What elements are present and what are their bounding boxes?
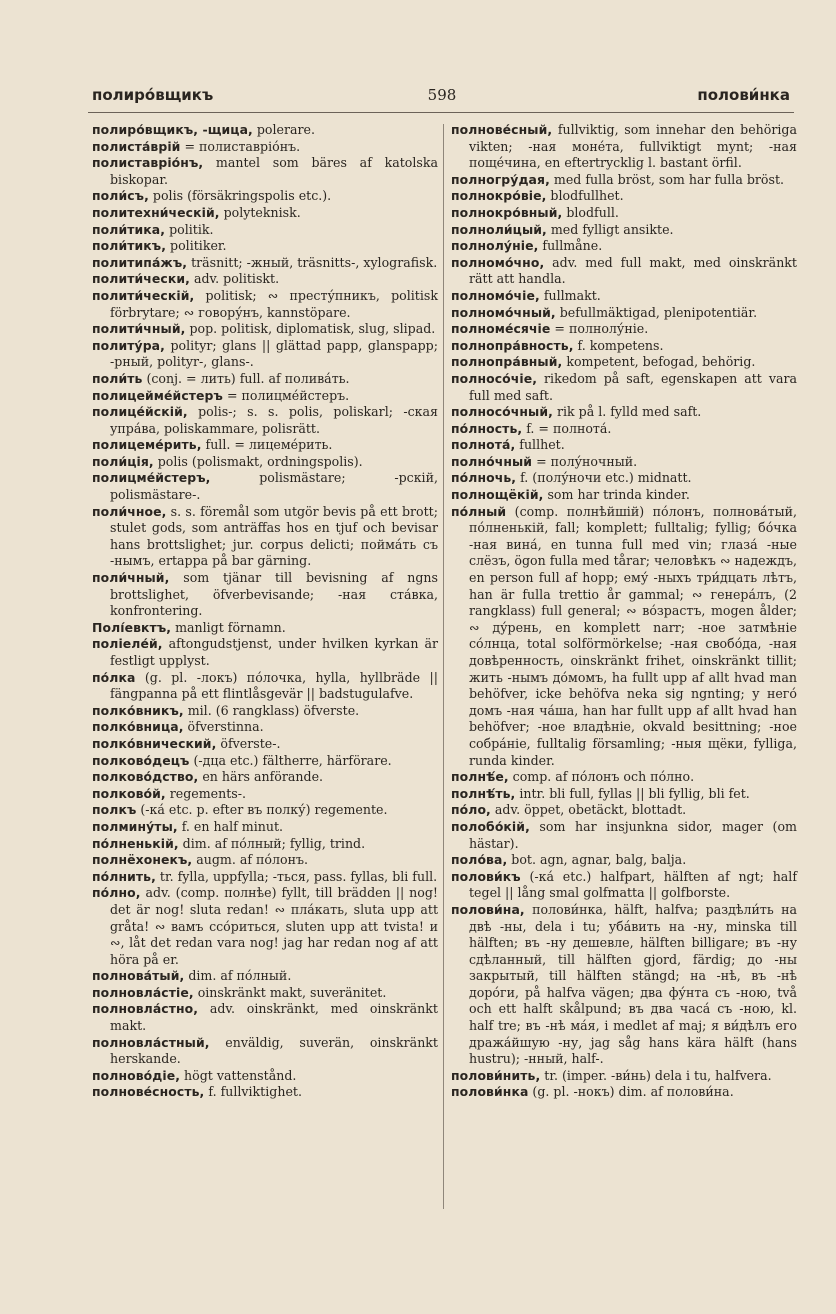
dictionary-entry <box>92 122 438 139</box>
running-head-left: полиро́вщикъ <box>92 86 214 104</box>
entry-definition: (-дца etc.) fältherre, härförare. <box>189 752 392 768</box>
entry-headword: полномо́чный, <box>451 304 556 320</box>
entry-headword: полнокро́вный, <box>451 204 563 220</box>
dictionary-entry <box>92 736 438 753</box>
entry-headword: полнощёкій, <box>451 487 544 503</box>
dictionary-entry <box>451 852 797 869</box>
dictionary-entry <box>451 769 797 786</box>
entry-headword: полновла́стіе, <box>92 984 194 1000</box>
entry-definition: tr. fylla, uppfylla; -ться, pass. fyllas, bli full. <box>155 868 438 884</box>
dictionary-entry <box>451 255 797 288</box>
entry-headword: полови́къ <box>451 868 521 884</box>
entry-headword: полити́чески, <box>92 271 190 287</box>
entry-definition: = полу́ночный. <box>532 453 638 469</box>
dictionary-entry <box>451 222 797 239</box>
entry-headword: полнолу́ніе, <box>451 238 539 254</box>
dictionary-entry <box>451 371 797 404</box>
entry-headword: полновла́стный, <box>92 1034 210 1050</box>
right-column <box>451 122 797 1101</box>
entry-headword: полновла́стно, <box>92 1001 199 1017</box>
dictionary-entry <box>92 139 438 156</box>
dictionary-entry <box>451 188 797 205</box>
entry-headword: по́лный <box>451 503 507 519</box>
entry-headword: полови́нить, <box>451 1067 541 1083</box>
entry-definition: regements-. <box>165 785 246 801</box>
dictionary-entry <box>451 288 797 305</box>
entry-definition: som har trinda kinder. <box>543 487 690 503</box>
entry-definition: dim. af по́лный; fyllig, trind. <box>178 835 366 851</box>
dictionary-entry <box>451 802 797 819</box>
dictionary-entry <box>92 703 438 720</box>
dictionary-entry <box>92 670 438 703</box>
entry-headword: политипа́жъ, <box>92 254 188 270</box>
entry-definition: f. fullviktighet. <box>204 1084 302 1100</box>
entry-definition: som har insjunkna sidor, mager (om hästar). <box>469 818 797 851</box>
dictionary-entry <box>92 836 438 853</box>
left-column <box>92 122 438 1101</box>
entry-headword: поли́съ, <box>92 188 149 204</box>
dictionary-entry <box>92 188 438 205</box>
entry-headword: полови́нка <box>451 1084 529 1100</box>
entry-definition: som tjänar till bevisning af ngns brottslighet, öfverbevisande; -ная ста́вка, konfrontering. <box>110 570 438 619</box>
entry-headword: полко́вникъ, <box>92 702 184 718</box>
dictionary-entry <box>92 205 438 222</box>
dictionary-entry <box>451 470 797 487</box>
entry-headword: полнова́тый, <box>92 968 185 984</box>
entry-headword: полицейме́йстеръ <box>92 387 223 403</box>
entry-headword: полно́чный <box>451 453 533 469</box>
entry-definition: polyteknisk. <box>219 204 301 220</box>
dictionary-entry <box>92 620 438 637</box>
entry-headword: поли́тикъ, <box>92 238 167 254</box>
entry-headword: полнове́сный, <box>451 122 553 137</box>
dictionary-entry <box>92 504 438 570</box>
dictionary-entry <box>92 155 438 188</box>
entry-headword: поли́чный, <box>92 570 170 586</box>
dictionary-entry <box>451 421 797 438</box>
entry-headword: полнѣ́ть, <box>451 785 516 801</box>
dictionary-entry <box>92 388 438 405</box>
entry-definition: comp. af по́лонъ och по́лно. <box>508 769 695 785</box>
entry-definition: f. en half minut. <box>177 818 284 834</box>
entry-definition: med fylligt ansikte. <box>546 221 674 237</box>
dictionary-entry <box>92 238 438 255</box>
dictionary-entry <box>92 338 438 371</box>
entry-headword: полнота́, <box>451 437 516 453</box>
entry-definition: polis (försäkringspolis etc.). <box>148 188 332 204</box>
entry-headword: полково́й, <box>92 785 166 801</box>
entry-definition: polismästare; -рскій, polismästare-. <box>110 470 438 503</box>
dictionary-entry <box>92 371 438 388</box>
dictionary-entry <box>451 321 797 338</box>
dictionary-entry <box>451 786 797 803</box>
entry-headword: поли́ція, <box>92 453 154 469</box>
entry-definition: (-ка́ etc. p. efter въ полку́) regemente. <box>136 802 388 818</box>
entry-definition: politisk; ∾ престу́пникъ, politisk förbrytare; ∾ говору́нъ, kannstöpare. <box>110 287 438 320</box>
dictionary-entry <box>451 122 797 172</box>
entry-headword: политехни́ческій, <box>92 204 220 220</box>
entry-headword: полицеме́рить, <box>92 437 202 453</box>
entry-definition: adv. med full makt, med oinskränkt rätt att handla. <box>469 254 797 287</box>
entry-definition: aftongudstjenst, under hvilken kyrkan är festligt upplyst. <box>110 636 438 668</box>
dictionary-entry <box>92 570 438 620</box>
entry-headword: полномо́чіе, <box>451 287 540 303</box>
entry-definition: f. kompetens. <box>573 337 664 353</box>
dictionary-entry <box>451 869 797 902</box>
entry-headword: полиро́вщикъ, -щица, <box>92 122 253 137</box>
entry-definition: polityr; glans || glättad papp, glanspapp; -рный, polityr-, glans-. <box>110 337 438 370</box>
dictionary-entry <box>92 404 438 437</box>
entry-headword: поліеле́й, <box>92 636 163 652</box>
dictionary-entry <box>92 985 438 1002</box>
entry-definition: oinskränkt makt, suveränitet. <box>193 984 387 1000</box>
entry-headword: полобо́кій, <box>451 818 530 834</box>
entry-definition: träsnitt; -жный, träsnitts-, xylografisk. <box>187 254 438 270</box>
entry-headword: полнопра́вный, <box>451 354 563 370</box>
entry-definition: fullmåne. <box>538 238 603 254</box>
entry-headword: Полі́евктъ, <box>92 619 172 635</box>
entry-headword: полмину́ты, <box>92 818 178 834</box>
entry-headword: полицме́йстеръ, <box>92 470 211 486</box>
entry-definition: med fulla bröst, som har fulla bröst. <box>549 171 785 187</box>
entry-definition: augm. af по́лонъ. <box>192 852 308 868</box>
dictionary-entry <box>92 1001 438 1034</box>
dictionary-entry <box>451 404 797 421</box>
entry-definition: полови́нка, hälft, halfva; раздѣли́ть на двѣ -ны, dela i tu; убáвить на -ну, minska till hälften; въ -ну дешевле, hälften billigare; въ -ну сдѣланный, till hälften gjord, färdig; до -ны закрытый, till hälften stängd; на -нѣ, въ -нѣ доро́ги, på halfva vägen; два фу́нта съ -ною, två och ett halft skålpund; въ два часа́ съ -ною, kl. half tre; въ -нѣ ма́я, i medlet af maj; я ви́дѣлъ его дража́йшую -ну, jag såg hans kära hälft (hans hustru); -нный, half-. <box>469 901 797 1067</box>
entry-headword: по́лнить, <box>92 868 156 884</box>
column-divider <box>443 124 444 1209</box>
entry-definition: kompetent, befogad, behörig. <box>562 354 756 370</box>
dictionary-entry <box>92 288 438 321</box>
entry-headword: полносо́чный, <box>451 404 553 420</box>
dictionary-entry <box>92 802 438 819</box>
entry-definition: fullviktig, som innehar den behöriga vikten; -ная моне́та, fullviktigt mynt; -ная поще́чина, en eftertrycklig l. bastant örfil. <box>469 122 797 171</box>
dictionary-entry <box>92 769 438 786</box>
entry-definition: öfverstinna. <box>183 719 264 735</box>
entry-headword: полко́вница, <box>92 719 184 735</box>
entry-definition: adv. politiskt. <box>189 271 280 287</box>
dictionary-entry <box>451 205 797 222</box>
entry-definition: blodfullhet. <box>546 188 624 204</box>
page-number: 598 <box>427 86 457 104</box>
entry-definition: (comp. полнѣйшій) по́лонъ, полнова́тый, по́лненькій, fall; komplett; fulltalig; fyllig; бо́чка -ная вина́, en tunna full med vin; глаза́ -ные слёзъ, ögon fulla med tårar; человѣкъ ∾ надеждъ, en person full af hopp; ему́ -ныхъ три́дцать лѣтъ, han är fulla trettio år gammal; ∾ генера́лъ, (2 rangklass) full general; ∾ во́зрастъ, mogen ålder; ∾ ду́рень, en komplett narr; -ное затмѣніе со́лнца, total solförmörkelse; -ная свобо́да, -ная довѣренность, oinskränkt frihet, oinskränkt tillit; жить -нымъ до́момъ, ha fullt upp af allt hvad man behöfver, icke behöfva neka sig ngnting; у него́ домъ -ная ча́ша, han har fullt upp af allt hvad han behöfver; -ное владѣніе, okvald besittning; -ное собра́ніе, fulltalig församling; -ныя щёки, fylliga, runda kinder. <box>469 503 797 768</box>
entry-definition: mantel som bäres af katolska biskopar. <box>110 155 438 187</box>
dictionary-entry <box>451 437 797 454</box>
dictionary-entry <box>92 437 438 454</box>
entry-definition: (g. pl. -локъ) по́лочка, hylla, hyllbräde || fängpanna på ett flintlåsgevär || badstugulafve. <box>110 669 438 702</box>
dictionary-entry <box>92 321 438 338</box>
dictionary-entry <box>92 852 438 869</box>
dictionary-entry <box>92 1084 438 1101</box>
entry-headword: полково́децъ <box>92 752 190 768</box>
dictionary-entry <box>451 338 797 355</box>
running-head-right: полови́нка <box>697 86 790 104</box>
dictionary-entry <box>92 222 438 239</box>
dictionary-entry <box>92 636 438 669</box>
entry-definition: adv. (comp. полнѣе) fyllt, till brädden || nog! det är nog! sluta redan! ∾ пла́кать, sluta upp att gråta! ∾ вамъ ссо́риться, sluten upp att tvista! и ∾, låt det redan vara nog! jag har redan nog af att höra på er. <box>110 885 438 967</box>
entry-definition: intr. bli full, fyllas || bli fyllig, bli fet. <box>515 785 750 801</box>
entry-definition: enväldig, suverän, oinskränkt herskande. <box>110 1034 438 1067</box>
entry-definition: polis (polismakt, ordningspolis). <box>153 453 363 469</box>
dictionary-entry <box>451 902 797 1068</box>
entry-definition: polerare. <box>252 122 315 137</box>
entry-definition: (-ка́ etc.) halfpart, hälften af ngt; half tegel || lång smal golfmatta || golfborste. <box>469 868 797 901</box>
entry-headword: полнокро́віе, <box>451 188 547 204</box>
entry-headword: по́лно, <box>92 885 141 901</box>
entry-definition: tr. (imper. -ви́нь) dela i tu, halfvera. <box>540 1067 772 1083</box>
entry-definition: blodfull. <box>562 204 619 220</box>
entry-definition: rikedom på saft, egenskapen att vara full med saft. <box>469 370 797 403</box>
entry-headword: полови́на, <box>451 901 525 917</box>
entry-definition: dim. af по́лный. <box>184 968 292 984</box>
dictionary-entry <box>92 819 438 836</box>
entry-definition: s. s. föremål som utgör bevis på ett brott; stulet gods, som anträffas hos en tjuf och bevisar hans brottslighet; jur. corpus delicti; пойма́ть съ -нымъ, ertappa på bar gärning. <box>110 503 438 569</box>
entry-definition: mil. (6 rangklass) öfverste. <box>183 702 360 718</box>
dictionary-entry <box>92 255 438 272</box>
dictionary-entry <box>451 1084 797 1101</box>
entry-definition: (g. pl. -нокъ) dim. af полови́на. <box>528 1084 734 1100</box>
dictionary-entry <box>92 968 438 985</box>
dictionary-entry <box>451 238 797 255</box>
dictionary-entry <box>451 454 797 471</box>
entry-definition: adv. öppet, obetäckt, blottadt. <box>490 802 687 818</box>
entry-definition: full. = лицеме́рить. <box>201 437 333 453</box>
header-rule <box>88 112 794 113</box>
entry-headword: полново́діе, <box>92 1067 181 1083</box>
entry-definition: bot. agn, agnar, balg, balja. <box>507 852 687 868</box>
entry-headword: полице́йскій, <box>92 404 188 420</box>
entry-headword: полнёхонекъ, <box>92 852 193 868</box>
entry-headword: полноли́цый, <box>451 221 547 237</box>
entry-headword: полиставріо́нъ, <box>92 155 204 171</box>
entry-definition: befullmäktigad, plenipotentiär. <box>555 304 758 320</box>
dictionary-entry <box>451 354 797 371</box>
entry-headword: полити́ческій, <box>92 287 195 303</box>
dictionary-entry <box>92 454 438 471</box>
entry-headword: полиста́врій <box>92 138 181 154</box>
entry-definition: adv. oinskränkt, med oinskränkt makt. <box>110 1001 438 1034</box>
dictionary-entry <box>451 504 797 770</box>
dictionary-entry <box>92 869 438 886</box>
dictionary-entry <box>451 1068 797 1085</box>
entry-headword: поли́ть <box>92 370 143 386</box>
entry-headword: поли́тика, <box>92 221 166 237</box>
entry-definition: = полицме́йстеръ. <box>222 387 350 403</box>
dictionary-entry <box>451 819 797 852</box>
entry-headword: по́лность, <box>451 420 523 436</box>
entry-headword: полнопра́вность, <box>451 337 574 353</box>
entry-definition: = полнолу́ніе. <box>550 321 649 337</box>
entry-definition: politiker. <box>166 238 227 254</box>
entry-definition: rik på l. fylld med saft. <box>552 404 702 420</box>
entry-headword: по́ло, <box>451 802 491 818</box>
entry-definition: en härs anförande. <box>198 769 324 785</box>
dictionary-entry <box>92 885 438 968</box>
entry-headword: по́лка <box>92 669 136 685</box>
entry-definition: fullmakt. <box>539 287 601 303</box>
entry-headword: полногру́дая, <box>451 171 550 187</box>
entry-definition: = полиставріо́нъ. <box>180 138 301 154</box>
dictionary-entry <box>92 1035 438 1068</box>
dictionary-entry <box>451 305 797 322</box>
entry-headword: полнове́сность, <box>92 1084 205 1100</box>
entry-headword: полко́внический, <box>92 735 217 751</box>
entry-definition: högt vattenstånd. <box>180 1067 297 1083</box>
entry-headword: политу́ра, <box>92 337 165 353</box>
entry-definition: f. (полу́ночи etc.) midnatt. <box>516 470 692 486</box>
entry-headword: полноме́сячіе <box>451 321 551 337</box>
dictionary-entry <box>92 470 438 503</box>
dictionary-entry <box>92 1068 438 1085</box>
dictionary-entry <box>92 786 438 803</box>
entry-headword: полкъ <box>92 802 137 818</box>
dictionary-entry <box>451 172 797 189</box>
dictionary-entry <box>92 753 438 770</box>
dictionary-entry <box>92 271 438 288</box>
entry-headword: по́лненькій, <box>92 835 179 851</box>
entry-headword: полково́дство, <box>92 769 199 785</box>
entry-definition: pop. politisk, diplomatisk, slug, slipad. <box>185 321 436 337</box>
entry-definition: polis-; s. s. polis, poliskarl; -ская упра́ва, poliskammare, polisrätt. <box>110 404 438 436</box>
entry-headword: полносо́чіе, <box>451 370 538 386</box>
entry-headword: по́лночь, <box>451 470 517 486</box>
entry-headword: полити́чный, <box>92 321 186 337</box>
entry-definition: manligt förnamn. <box>171 619 286 635</box>
entry-headword: полнѣ́е, <box>451 769 509 785</box>
entry-definition: fullhet. <box>515 437 565 453</box>
entry-definition: politik. <box>165 221 214 237</box>
entry-definition: f. = полнота́. <box>522 420 612 436</box>
entry-definition: öfverste-. <box>216 735 281 751</box>
entry-headword: поло́ва, <box>451 852 508 868</box>
dictionary-entry <box>92 719 438 736</box>
entry-definition: (conj. = лить) full. af полива́ть. <box>142 370 350 386</box>
entry-headword: поли́чное, <box>92 503 167 519</box>
dictionary-entry <box>451 487 797 504</box>
entry-headword: полномо́чно, <box>451 254 545 270</box>
